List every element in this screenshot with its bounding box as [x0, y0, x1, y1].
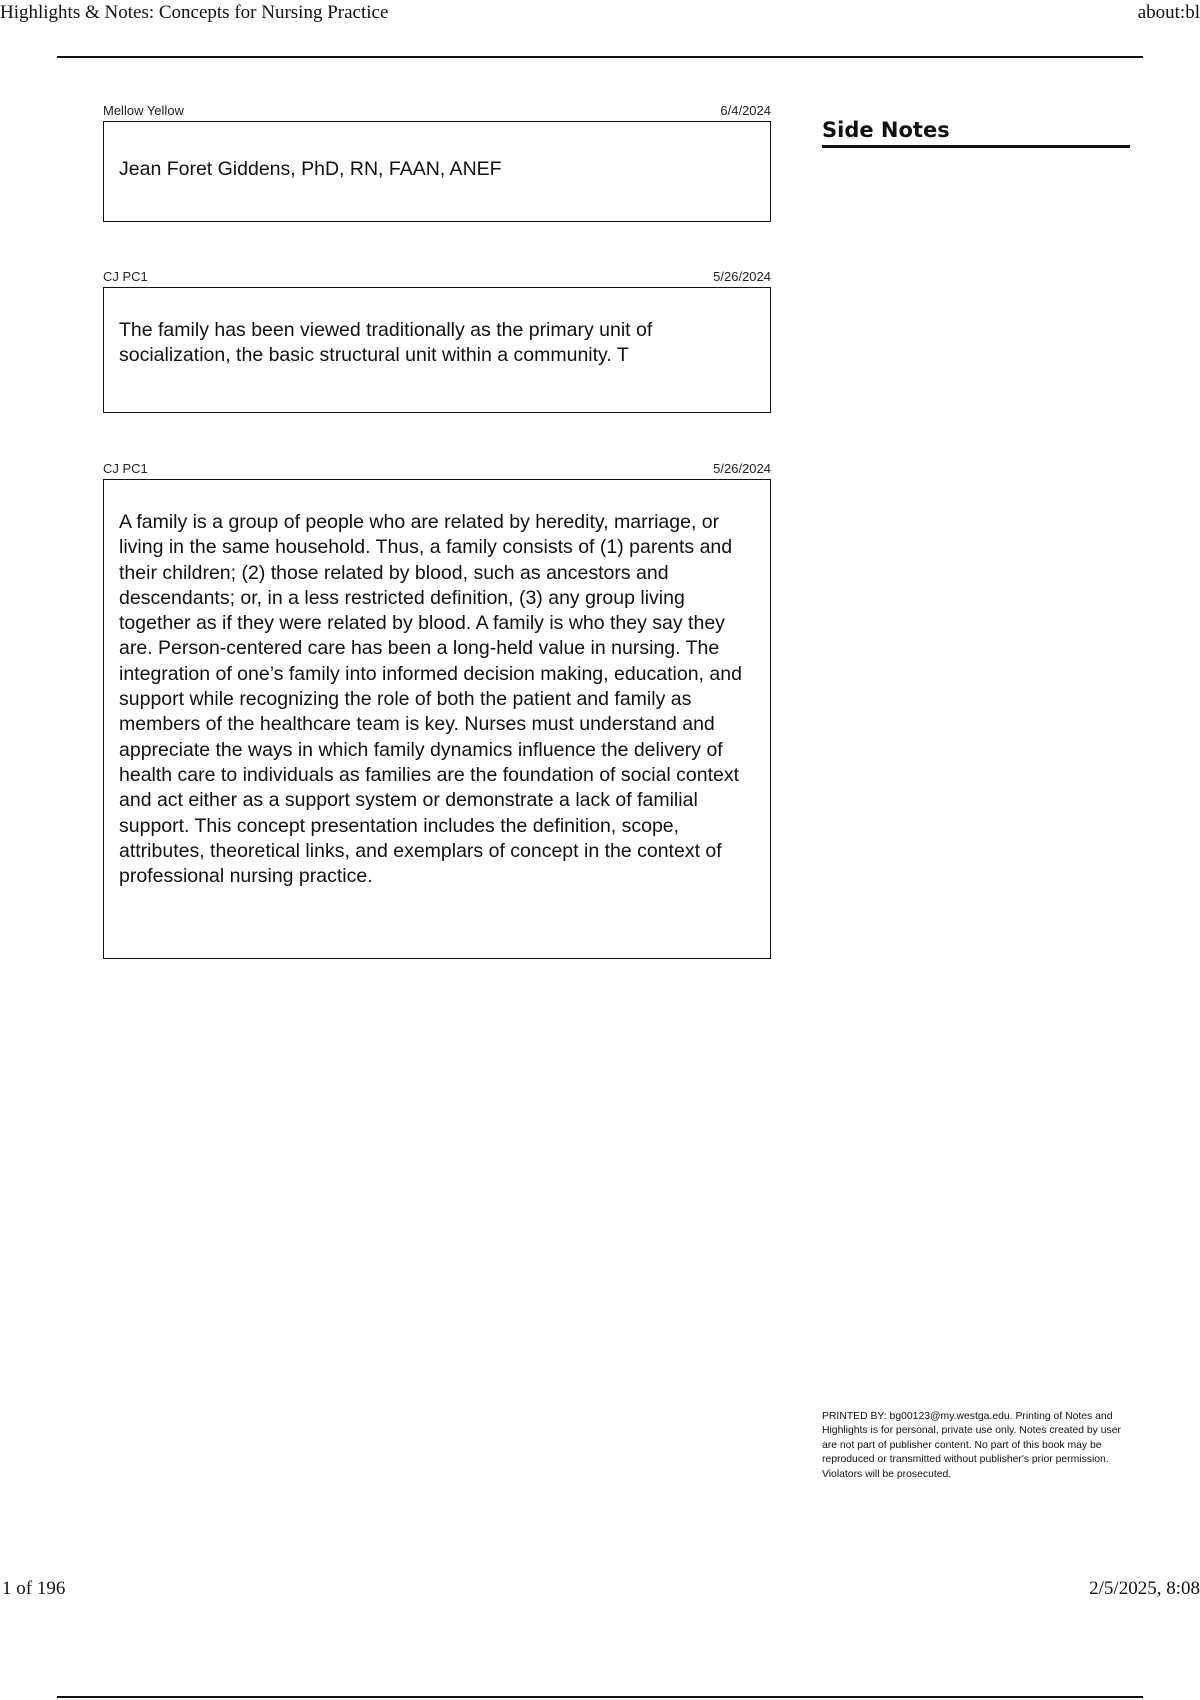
printed-by-disclaimer: PRINTED BY: bg00123@my.westga.edu. Printing of Notes and Highlights is for personal, private use only. Notes created by user are not part of publisher content. No part of this book may be reproduced or transmitted without publisher's prior permission. Violators will be prosecuted.	[822, 1411, 1121, 1480]
note-date: 5/26/2024	[713, 269, 771, 284]
note-label: Mellow Yellow	[103, 103, 184, 118]
note-card	[103, 103, 771, 222]
note-card	[103, 461, 771, 959]
side-notes-divider	[822, 145, 1130, 148]
note-text: A family is a group of people who are related by heredity, marriage, or living in the same household. Thus, a family consists of (1) parents and their children; (2) those related by blood, such as ancestors and descendants; or, in a less restricted definition, (3) any group living together as if they were related by blood. A family is who they say they are. Person-centered care has been a long-held value in nursing. The integration of one’s family into informed decision making, education, and support while recognizing the role of both the patient and family as members of the healthcare team is key. Nurses must understand and appreciate the ways in which family dynamics influence the delivery of health care to individuals as families are the foundation of social context and act either as a support system or demonstrate a lack of familial support. This concept presentation includes the definition, scope, attributes, theoretical links, and exemplars of concept in the context of professional nursing practice.	[119, 511, 742, 888]
note-text: The family has been viewed traditionally as the primary unit of socialization, the basic structural unit within a community. T	[119, 319, 653, 367]
note-label: CJ PC1	[103, 461, 148, 476]
note-date: 6/4/2024	[720, 103, 771, 118]
document-title: Highlights & Notes: Concepts for Nursing Practice	[0, 2, 389, 23]
top-divider	[57, 56, 1143, 58]
page-counter: 1 of 196	[2, 1578, 66, 1599]
note-card	[103, 269, 771, 413]
bottom-divider	[57, 1696, 1143, 1698]
print-datetime: 2/5/2025, 8:08	[1089, 1578, 1200, 1599]
note-label: CJ PC1	[103, 269, 148, 284]
note-date: 5/26/2024	[713, 461, 771, 476]
note-text: Jean Foret Giddens, PhD, RN, FAAN, ANEF	[119, 158, 502, 180]
page-url: about:bl	[1137, 2, 1200, 23]
side-notes-heading: Side Notes	[822, 118, 950, 142]
